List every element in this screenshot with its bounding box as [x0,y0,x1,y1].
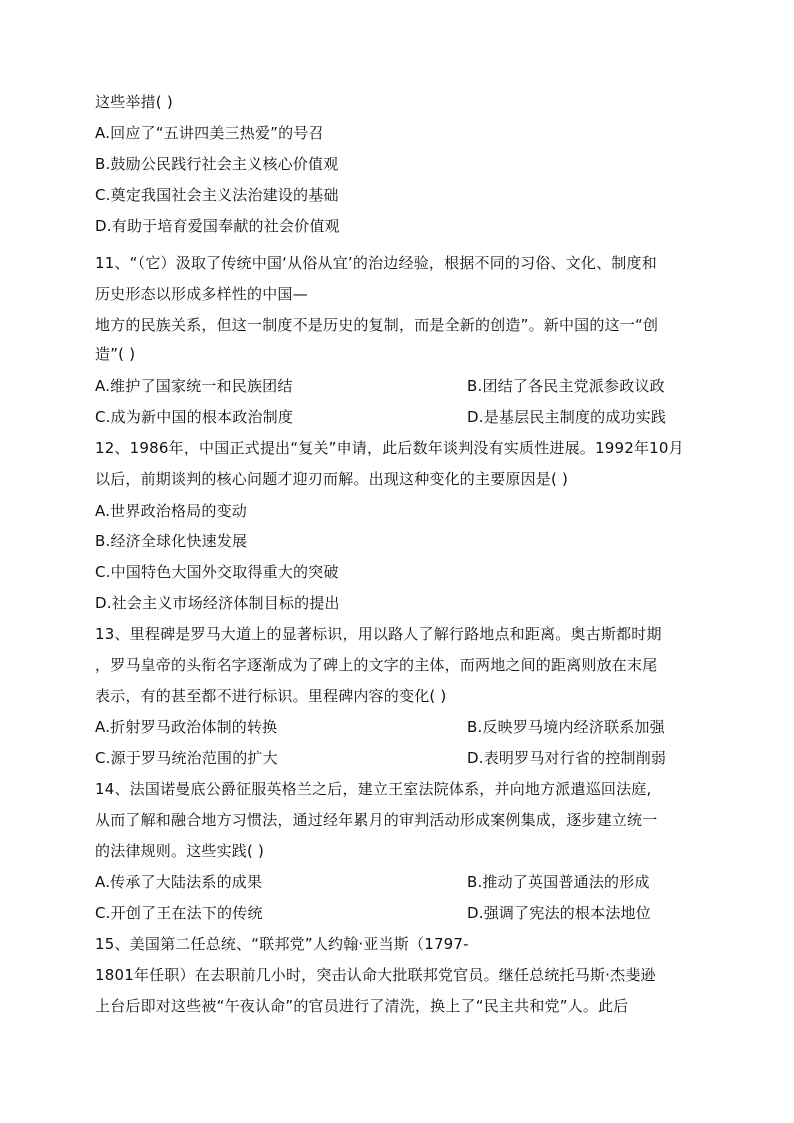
option-a: A.回应了“五讲四美三热爱”的号召 [95,124,324,142]
option-b: B.团结了各民主党派参政议政 [467,377,665,395]
question-11-line: 11、“（它）汲取了传统中国‘从俗从宜’的治边经验，根据不同的习俗、文化、制度和 [95,254,657,272]
question-11-line: 地方的民族关系，但这一制度不是历史的复制，而是全新的创造”。新中国的这一“创 [95,316,659,334]
question-15-line: 上台后即对这些被“午夜认命”的官员进行了清洗，换上了“民主共和党”人。此后 [95,997,629,1015]
option-b: B.鼓励公民践行社会主义核心价值观 [95,155,339,173]
option-d: D.有助于培育爱国奉献的社会价值观 [95,217,340,235]
question-12-line: 以后，前期谈判的核心问题才迎刃而解。出现这种变化的主要原因是( ) [95,470,569,488]
question-11-line: 历史形态以形成多样性的中国— [95,285,308,303]
option-a: A.世界政治格局的变动 [95,502,247,520]
option-row [95,717,665,737]
option-b: B.反映罗马境内经济联系加强 [467,718,665,736]
question-14-line: 从而了解和融合地方习惯法，通过经年累月的审判活动形成案例集成，逐步建立统一 [95,811,658,829]
option-c: C.成为新中国的根本政治制度 [95,408,294,426]
option-row [95,872,650,892]
option-c: C.中国特色大国外交取得重大的突破 [95,563,339,581]
question-12-line: 12、1986年，中国正式提出“复关”申请，此后数年谈判没有实质性进展。1992年10月 [95,439,684,457]
option-d: D.是基层民主制度的成功实践 [467,408,667,426]
option-c: C.源于罗马统治范围的扩大 [95,749,278,767]
option-d: D.社会主义市场经济体制目标的提出 [95,594,340,612]
question-13-line: ，罗马皇帝的头衔名字逐渐成为了碑上的文字的主体，而两地之间的距离则放在末尾 [95,656,658,674]
option-row [95,376,665,396]
question-14-line: 的法律规则。这些实践( ) [95,842,265,860]
option-b: B.推动了英国普通法的形成 [467,873,650,891]
option-a: A.折射罗马政治体制的转换 [95,718,278,736]
option-row [95,407,667,427]
option-c: C.奠定我国社会主义法治建设的基础 [95,186,339,204]
option-row [95,748,667,768]
question-14-line: 14、法国诺曼底公爵征服英格兰之后，建立王室法院体系，并向地方派遣巡回法庭, [95,780,652,798]
text-line: 这些举措( ) [95,93,173,111]
option-a: A.传承了大陆法系的成果 [95,873,263,891]
option-d: D.强调了宪法的根本法地位 [467,904,651,922]
option-row [95,903,651,923]
question-13-line: 13、里程碑是罗马大道上的显著标识，用以路人了解行路地点和距离。奥古斯都时期 [95,625,662,643]
question-13-line: 表示，有的甚至都不进行标识。里程碑内容的变化( ) [95,687,447,705]
question-11-line: 造”( ) [95,345,136,363]
option-d: D.表明罗马对行省的控制削弱 [467,749,667,767]
option-a: A.维护了国家统一和民族团结 [95,377,293,395]
question-15-line: 15、美国第二任总统、“联邦党”人约翰·亚当斯（1797- [95,935,469,953]
option-c: C.开创了王在法下的传统 [95,904,263,922]
question-15-line: 1801年任职）在去职前几小时，突击认命大批联邦党官员。继任总统托马斯·杰斐逊 [95,966,656,984]
option-b: B.经济全球化快速发展 [95,532,248,550]
